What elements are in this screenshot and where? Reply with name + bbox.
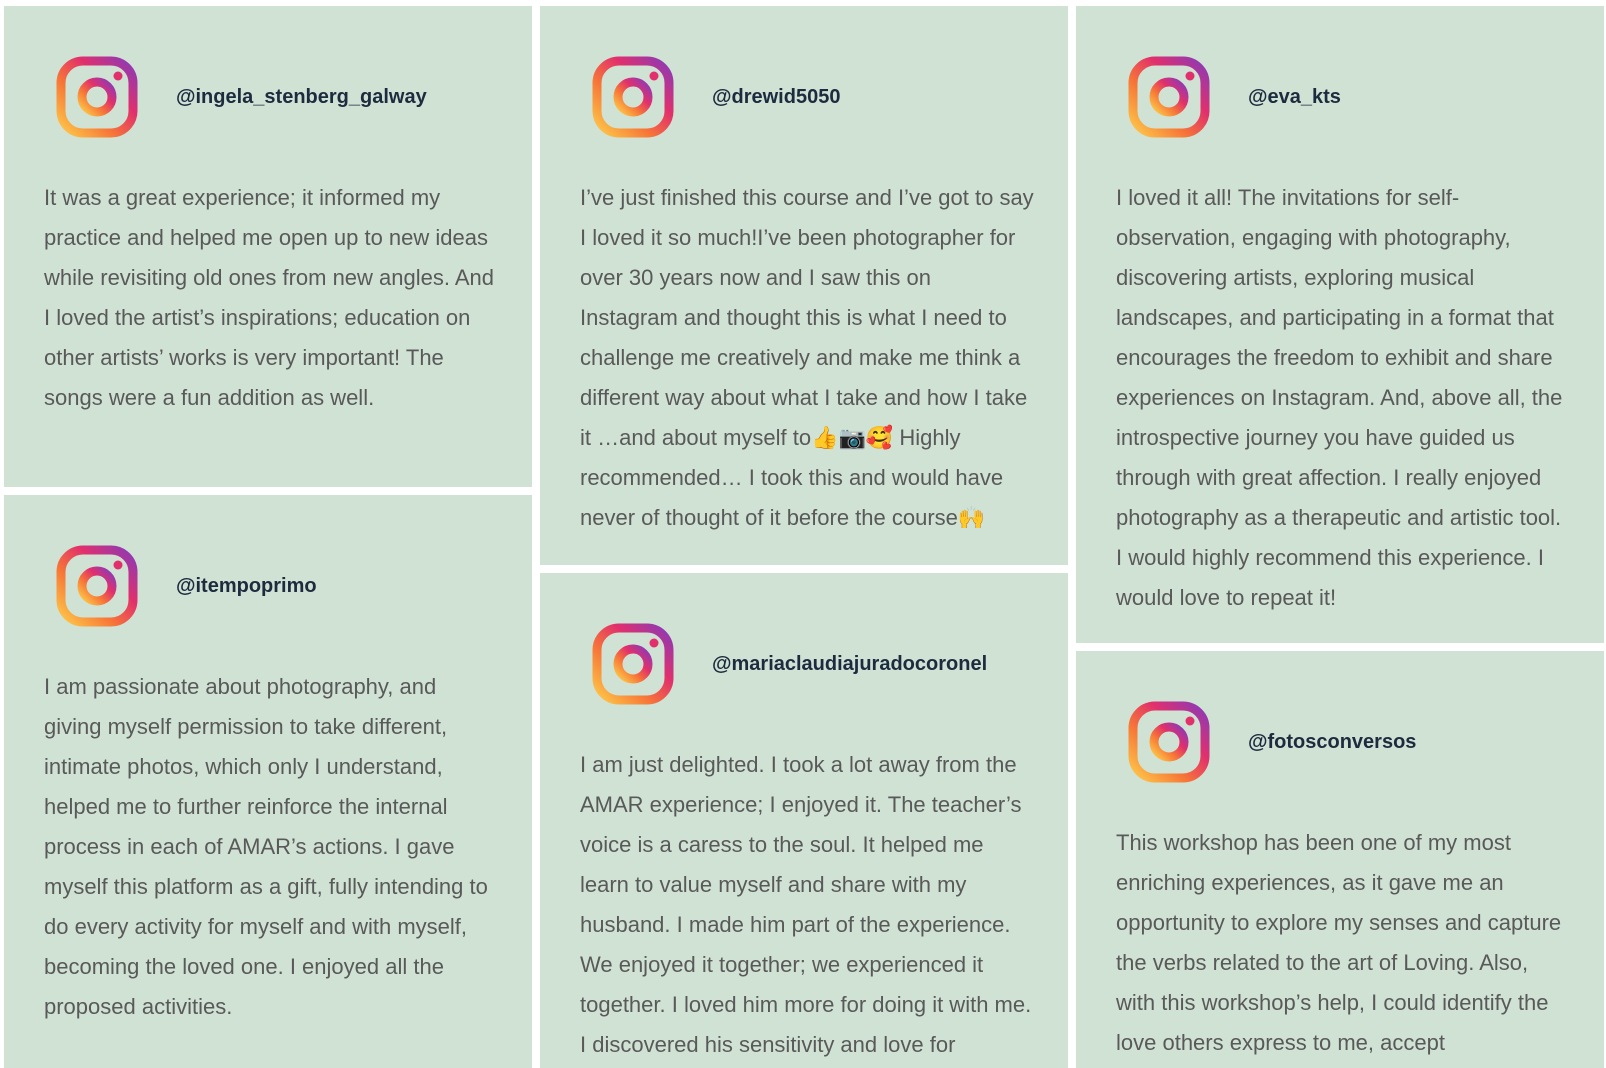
testimonial-text: I am just delighted. I took a lot away from the AMAR experience; I enjoyed it. The teacher’s voice is a caress to the soul. It helped me learn to value myself and share with my husband. I made him part of the experience. We enjoyed it together; we experienced it together. I loved him more for doing it with me. I discovered his sensitivity and love for	[580, 752, 1032, 1057]
testimonial-column-2	[540, 6, 1068, 1068]
instagram-icon[interactable]	[56, 56, 138, 138]
testimonial-column-3	[1076, 6, 1604, 1068]
testimonial-card	[4, 495, 532, 1068]
instagram-icon[interactable]	[592, 56, 674, 138]
testimonial-text: I am passionate about photography, and giving myself permission to take different, intimate photos, which only I understand, helped me to further reinforce the internal process in each of AMAR’s actions. I gave myself this platform as a gift, fully intending to do every activity for myself and with myself, becoming the loved one. I enjoyed all the proposed activities.	[44, 674, 488, 1019]
testimonial-card	[540, 6, 1068, 565]
card-header	[44, 56, 498, 138]
testimonial-text: This workshop has been one of my most enriching experiences, as it gave me an opportunity to explore my senses and capture the verbs related to the art of Loving. Also, with this workshop’s help, I could identify the love others express to me, accept	[1116, 830, 1562, 1055]
card-header	[1116, 56, 1570, 138]
instagram-handle[interactable]: @fotosconversos	[1248, 730, 1417, 753]
testimonial-text: It was a great experience; it informed my practice and helped me open up to new ideas while revisiting old ones from new angles. And I loved the artist’s inspirations; education on other artists’ works is very important! The songs were a fun addition as well.	[44, 185, 495, 410]
instagram-handle[interactable]: @ingela_stenberg_galway	[176, 85, 427, 108]
card-header	[580, 623, 1034, 705]
instagram-icon[interactable]	[56, 545, 138, 627]
testimonial-text: I’ve just finished this course and I’ve got to say I loved it so much!I’ve been photographer for over 30 years now and I saw this on Instagram and thought this is what I need to challenge me creatively and make me think a different way about what I take and how I take it …and about myself to👍📷🥰 Highly recommended… I took this and would have never of thought of it before the course🙌	[580, 185, 1034, 530]
instagram-icon[interactable]	[1128, 701, 1210, 783]
card-header	[580, 56, 1034, 138]
testimonial-card	[1076, 6, 1604, 643]
testimonial-card	[4, 6, 532, 487]
testimonial-card	[540, 573, 1068, 1068]
card-header	[1116, 701, 1570, 783]
instagram-handle[interactable]: @drewid5050	[712, 85, 841, 108]
testimonial-card	[1076, 651, 1604, 1068]
instagram-icon[interactable]	[1128, 56, 1210, 138]
instagram-handle[interactable]: @itempoprimo	[176, 574, 317, 597]
instagram-icon[interactable]	[592, 623, 674, 705]
instagram-handle[interactable]: @mariaclaudiajuradocoronel	[712, 652, 988, 675]
testimonial-text: I loved it all! The invitations for self-observation, engaging with photography, discovering artists, exploring musical landscapes, and participating in a format that encourages the freedom to exhibit and share experiences on Instagram. And, above all, the introspective journey you have guided us through with great affection. I really enjoyed photography as a therapeutic and artistic tool. I would highly recommend this experience. I would love to repeat it!	[1116, 185, 1563, 610]
instagram-handle[interactable]: @eva_kts	[1248, 85, 1341, 108]
card-header	[44, 545, 498, 627]
testimonial-column-1	[4, 6, 532, 1068]
